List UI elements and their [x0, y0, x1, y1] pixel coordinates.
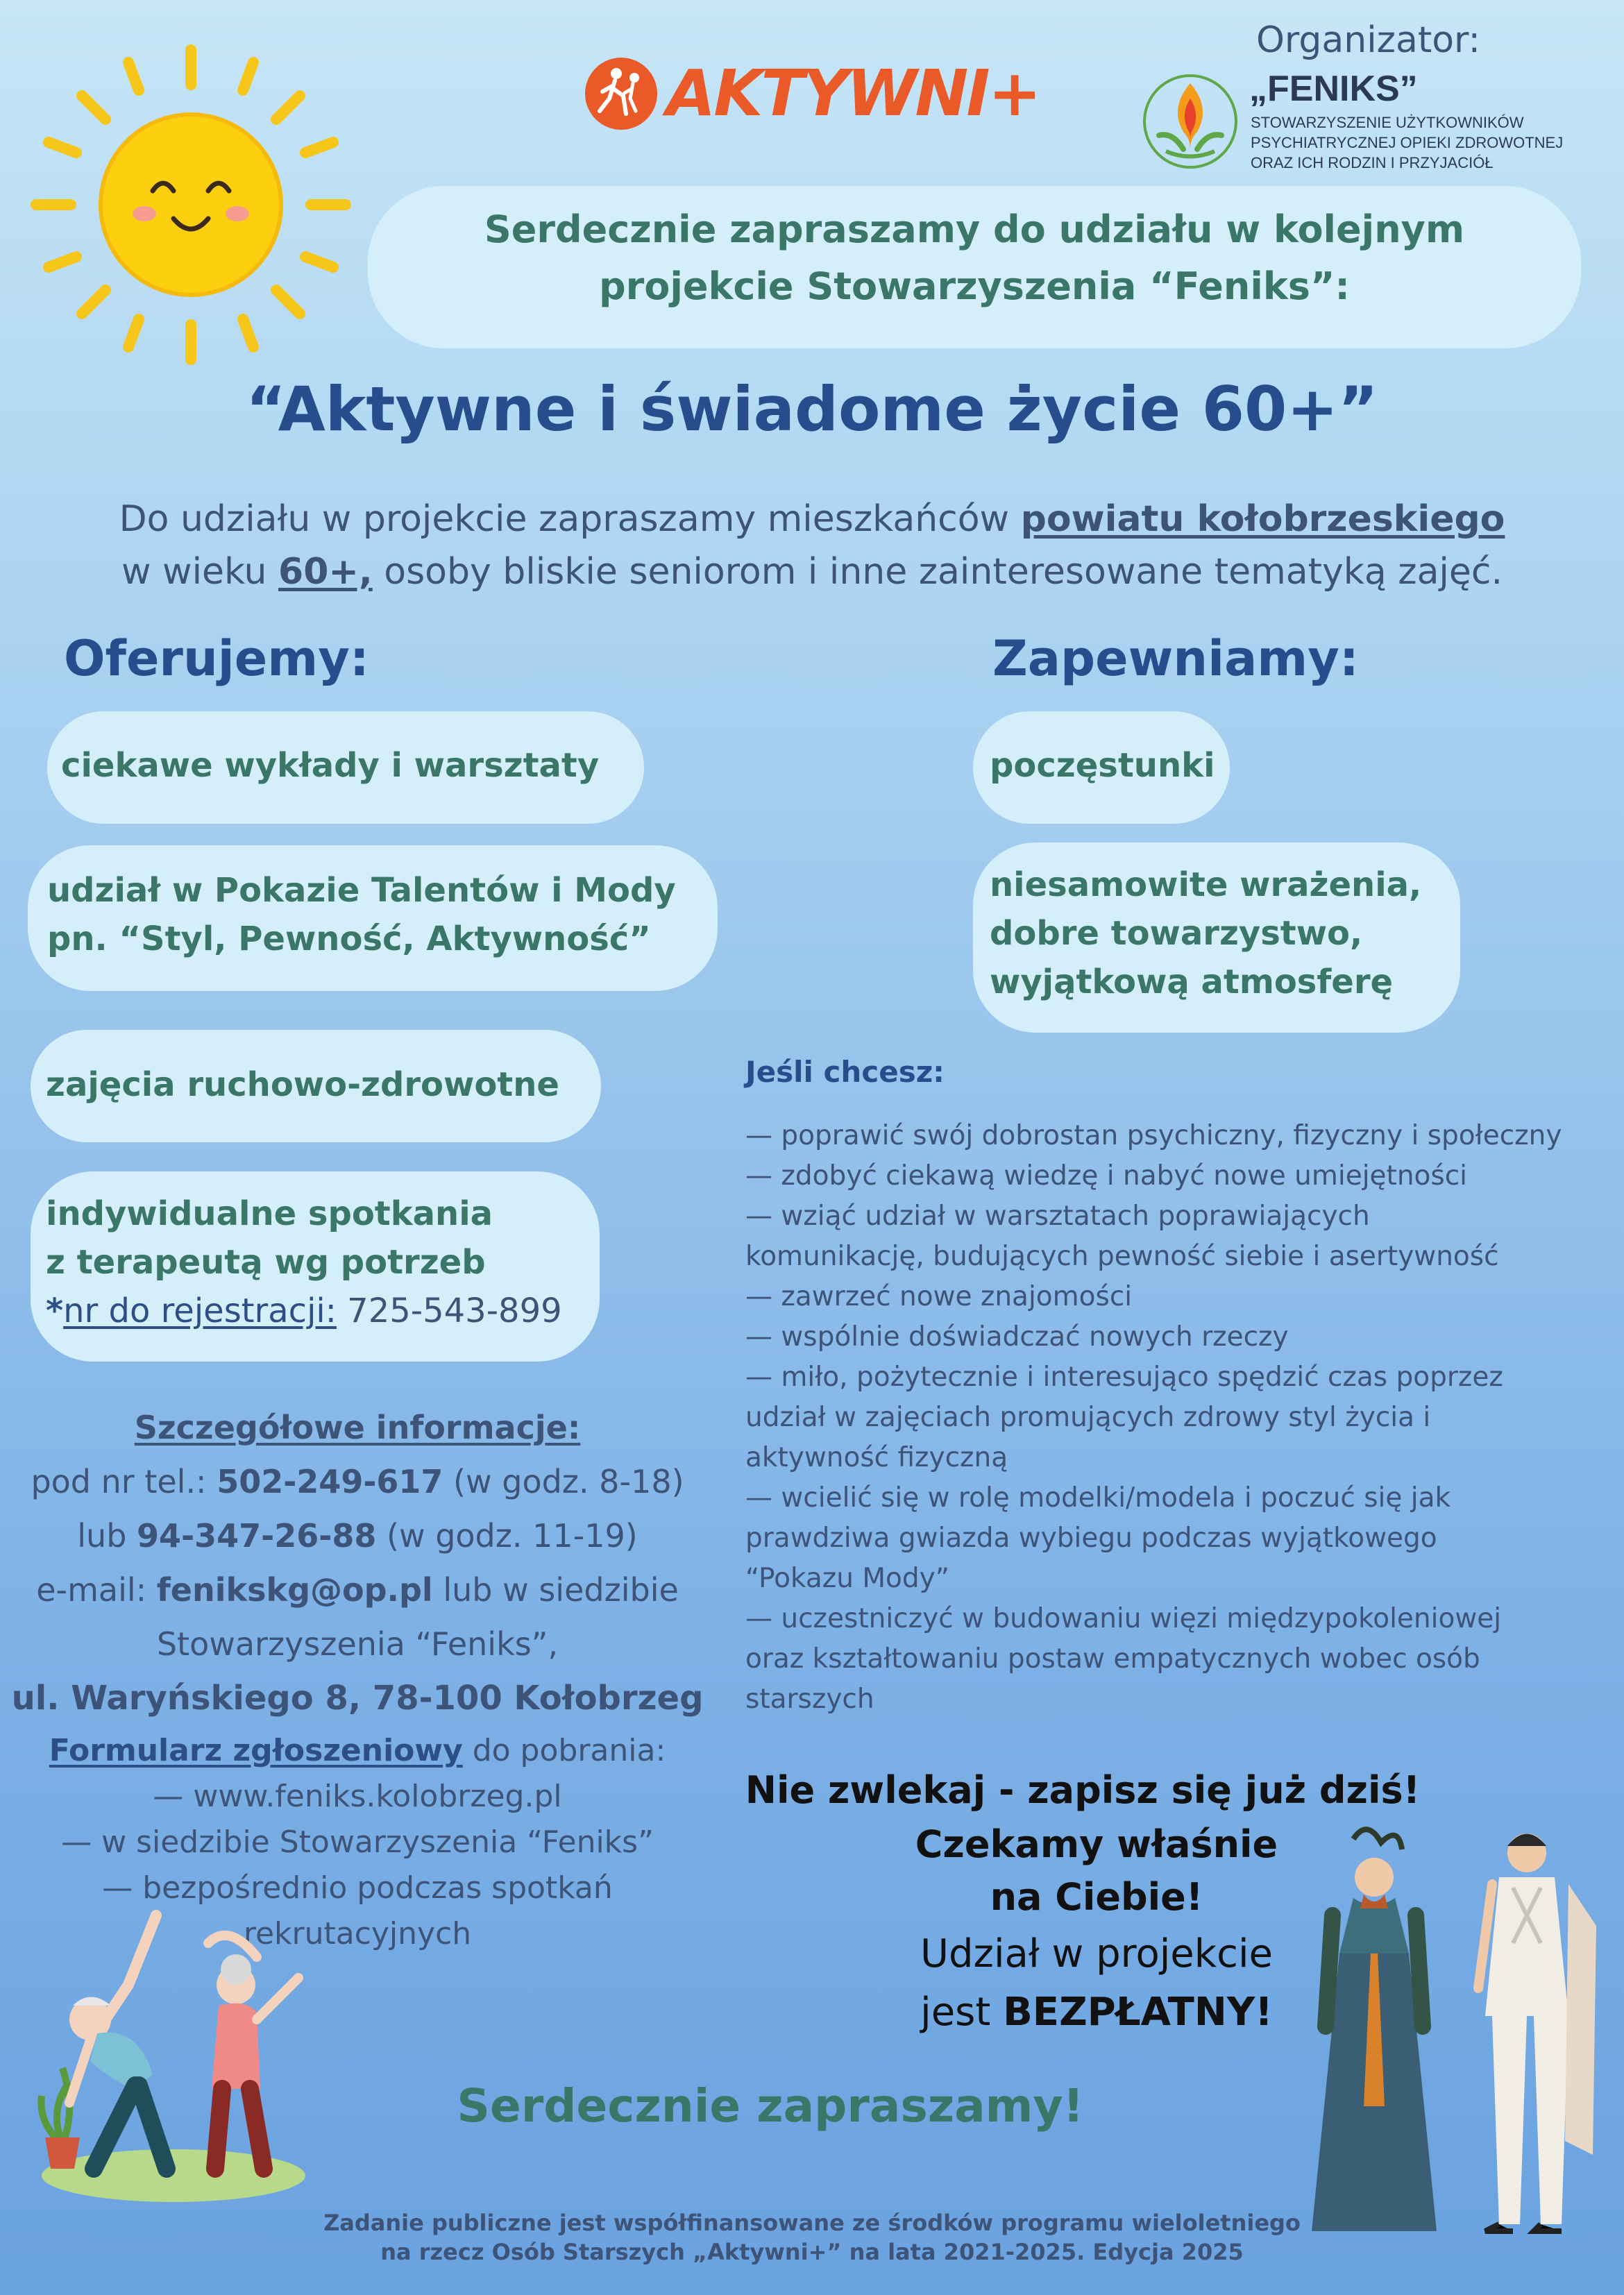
want-line: aktywność fizyczną	[745, 1442, 1008, 1473]
contact-phone1	[0, 1455, 715, 1509]
want-line: komunikację, budujących pewność siebie i asertywność	[745, 1241, 1499, 1272]
offer-item-exercise-text: zajęcia ruchowo-zdrowotne	[46, 1065, 559, 1104]
contact-phone1-hours: (w godz. 8-18)	[443, 1463, 684, 1500]
form-meetings: — bezpośrednio podczas spotkań	[102, 1870, 613, 1906]
organizer-desc-line1: STOWARZYSZENIE UŻYTKOWNIKÓW	[1251, 114, 1524, 131]
intro-line1	[0, 493, 1624, 545]
cta-line5-text: jest	[920, 1990, 1004, 2035]
provide-item-experience-line2: dobre towarzystwo,	[990, 914, 1363, 953]
contact-info	[0, 1400, 715, 1725]
intro-region: powiatu kołobrzeskiego	[1020, 498, 1505, 540]
cta-line4: Udział w projekcie	[920, 1931, 1273, 1976]
want-line: — poprawić swój dobrostan psychiczny, fizyczny i społeczny	[745, 1120, 1562, 1151]
registration-star: *	[46, 1292, 64, 1330]
cta-line1: Nie zwlekaj - zapisz się już dziś!	[745, 1768, 1421, 1812]
want-line: prawdziwa gwiazda wybiegu podczas wyjątkowego	[745, 1523, 1437, 1554]
form-seat: — w siedzibie Stowarzyszenia “Feniks”	[61, 1824, 654, 1860]
want-line: — miło, pożytecznie i interesująco spędzić czas poprzez	[745, 1362, 1503, 1393]
aktywni-logo	[583, 56, 1040, 132]
registration-line	[46, 1287, 562, 1335]
want-line: starszych	[745, 1684, 874, 1715]
provide-item-experience-line3: wyjątkową atmosferę	[990, 963, 1394, 1001]
seniors-exercise-illustration	[35, 1902, 340, 2207]
cta-free: BEZPŁATNY!	[1003, 1990, 1273, 2035]
contact-phone2-number: 94-347-26-88	[137, 1517, 377, 1555]
form-download-label: do pobrania:	[462, 1733, 666, 1768]
organizer-label: Organizator:	[1256, 19, 1481, 61]
organizer-desc-line2: PSYCHIATRYCZNEJ OPIEKI ZDROWOTNEJ	[1251, 134, 1564, 151]
contact-phone2-hours: (w godz. 11-19)	[376, 1517, 638, 1555]
offer-item-therapy-text	[46, 1189, 562, 1335]
offer-item-show-text	[47, 866, 676, 963]
form-website: — www.feniks.kolobrzeg.pl	[153, 1779, 562, 1814]
closing-text: Serdecznie zapraszamy!	[457, 2079, 1084, 2133]
contact-email-rest: lub w siedzibie	[432, 1571, 679, 1609]
registration-label: nr do rejestracji:	[63, 1292, 337, 1330]
want-line: “Pokazu Mody”	[745, 1563, 949, 1594]
contact-phone2-label: lub	[77, 1517, 137, 1555]
provide-item-experience-text	[990, 861, 1421, 1006]
offer-item-show-line1: udział w Pokazie Talentów i Mody	[47, 871, 676, 910]
want-line: — wspólnie doświadczać nowych rzeczy	[745, 1321, 1289, 1353]
offer-item-show-line2: pn. “Styl, Pewność, Aktywność”	[47, 920, 651, 958]
form-meetings-cont: rekrutacyjnych	[243, 1916, 472, 1951]
contact-address: ul. Waryńskiego 8, 78-100 Kołobrzeg	[11, 1679, 704, 1718]
project-title: “Aktywne i świadome życie 60+”	[246, 373, 1378, 445]
want-line: — zawrzeć nowe znajomości	[745, 1281, 1133, 1312]
cta-line2: Czekamy właśnie	[915, 1822, 1278, 1866]
intro-line2-rest: osoby bliskie seniorom i inne zainteresowane tematyką zajęć.	[372, 551, 1503, 593]
want-line: udział w zajęciach promujących zdrowy styl życia i	[745, 1402, 1431, 1433]
contact-heading: Szczegółowe informacje:	[134, 1409, 581, 1446]
contact-phone1-number: 502-249-617	[217, 1463, 443, 1500]
contact-email-label: e-mail:	[36, 1571, 157, 1609]
organizer-name: „FENIKS”	[1249, 69, 1418, 109]
want-line: — wziąć udział w warsztatach poprawiających	[745, 1201, 1370, 1232]
intro-line2-text: w wieku	[121, 551, 279, 593]
intro-line2	[0, 545, 1624, 598]
organizer-desc-line3: ORAZ ICH RODZIN I PRZYJACIÓŁ	[1251, 154, 1494, 171]
want-line: — wcielić się w rolę modelki/modela i poczuć się jak	[745, 1482, 1451, 1514]
footer-line1: Zadanie publiczne jest współfinansowane ze środków programu wieloletniego	[323, 2210, 1301, 2236]
offer-item-therapy-line1: indywidualne spotkania	[46, 1194, 493, 1233]
want-line: — uczestniczyć w budowaniu więzi międzypokoleniowej	[745, 1603, 1502, 1634]
intro-text	[0, 493, 1624, 598]
invite-line2: projekcie Stowarzyszenia “Feniks”:	[598, 264, 1351, 308]
phoenix-icon	[1138, 69, 1242, 173]
contact-email-address[interactable]: fenikskg@op.pl	[156, 1571, 433, 1609]
want-line: — zdobyć ciekawą wiedzę i nabyć nowe umiejętności	[745, 1160, 1467, 1192]
provide-item-experience-line1: niesamowite wrażenia,	[990, 865, 1422, 904]
footer-line2: na rzecz Osób Starszych „Aktywni+” na lata 2021-2025. Edycja 2025	[380, 2239, 1244, 2265]
invite-text	[368, 201, 1581, 315]
form-link[interactable]: Formularz zgłoszeniowy	[49, 1733, 463, 1768]
intro-line1-text: Do udziału w projekcie zapraszamy mieszkańców	[119, 498, 1021, 540]
want-list	[745, 1116, 1620, 1720]
invite-line1: Serdecznie zapraszamy do udziału w kolejnym	[484, 208, 1465, 251]
cta-line3: na Ciebie!	[990, 1875, 1203, 1919]
offer-item-lectures-text: ciekawe wykłady i warsztaty	[61, 746, 600, 785]
offer-item-therapy-line2: z terapeutą wg potrzeb	[46, 1243, 486, 1282]
logo-text: AKTYWNI+	[666, 56, 1040, 130]
contact-phone2	[0, 1509, 715, 1563]
offer-heading: Oferujemy:	[64, 630, 369, 687]
want-heading: Jeśli chcesz:	[745, 1055, 945, 1089]
provide-heading: Zapewniamy:	[992, 630, 1359, 687]
footer-funding	[0, 2208, 1624, 2267]
contact-phone1-label: pod nr tel.:	[31, 1463, 217, 1500]
registration-phone: 725-543-899	[336, 1292, 562, 1330]
fashion-models-illustration	[1305, 1818, 1610, 2249]
intro-age: 60+,	[278, 551, 373, 593]
provide-item-snacks-text: poczęstunki	[990, 746, 1215, 785]
sun-illustration	[28, 42, 354, 368]
want-line: oraz kształtowaniu postaw empatycznych wobec osób	[745, 1643, 1480, 1675]
contact-email	[0, 1563, 715, 1617]
runners-icon	[583, 56, 659, 132]
organizer-desc	[1251, 112, 1563, 173]
contact-seat: Stowarzyszenia “Feniks”,	[156, 1625, 559, 1663]
